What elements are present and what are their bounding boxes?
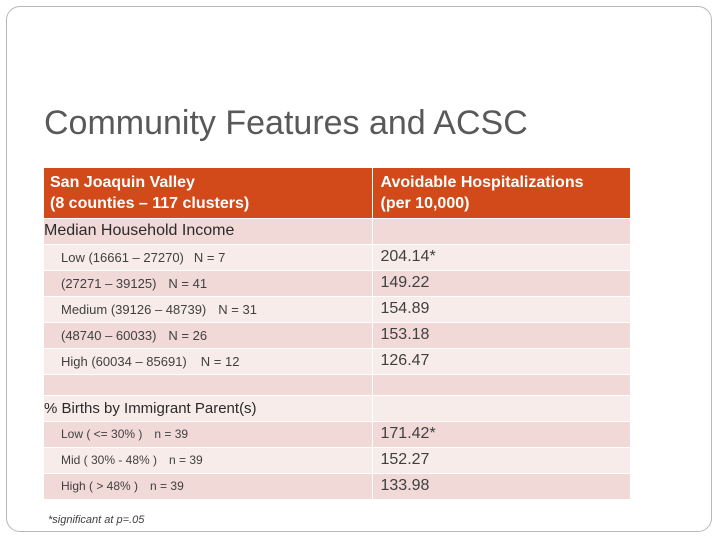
table-row [44, 473, 630, 499]
row-label [44, 270, 372, 296]
row-label [44, 322, 372, 348]
n-text: n = 39 [169, 453, 203, 467]
row-value: 204.14* [372, 244, 630, 270]
section-label-income: Median Household Income [44, 218, 372, 244]
table-row [44, 244, 630, 270]
range-text: Mid ( 30% - 48% ) [61, 453, 158, 467]
data-table [44, 168, 630, 500]
slide-title: Community Features and ACSC [44, 104, 528, 142]
empty-cell [372, 374, 630, 395]
footnote: *significant at p=.05 [48, 514, 145, 526]
header-metric-cell [372, 168, 630, 218]
header-metric-line2: (per 10,000) [380, 195, 470, 212]
range-text: (48740 – 60033) [61, 327, 157, 343]
section-label-row [44, 395, 630, 421]
row-value: 153.18 [372, 322, 630, 348]
row-value: 171.42* [372, 421, 630, 447]
header-region-line1: San Joaquin Valley [50, 174, 195, 191]
range-text: Low ( <= 30% ) [61, 427, 143, 441]
table-row [44, 322, 630, 348]
table-row [44, 296, 630, 322]
row-value: 154.89 [372, 296, 630, 322]
n-text: N = 41 [168, 275, 208, 291]
row-value: 126.47 [372, 348, 630, 374]
table-row [44, 270, 630, 296]
header-metric-line1: Avoidable Hospitalizations [380, 174, 584, 191]
range-text: High (60034 – 85691) [61, 353, 187, 369]
header-region-cell [44, 168, 372, 218]
row-value: 152.27 [372, 447, 630, 473]
row-label [44, 421, 372, 447]
row-label [44, 244, 372, 270]
row-label [44, 348, 372, 374]
range-text: High ( > 48% ) [61, 479, 139, 493]
empty-cell [372, 395, 630, 421]
table-row [44, 421, 630, 447]
range-text: (27271 – 39125) [61, 275, 157, 291]
empty-cell [372, 218, 630, 244]
row-label [44, 447, 372, 473]
n-text: N = 31 [218, 301, 257, 317]
row-label [44, 296, 372, 322]
spacer-row [44, 374, 630, 395]
n-text: N = 7 [193, 249, 226, 265]
row-label [44, 473, 372, 499]
header-region-line2: (8 counties – 117 clusters) [50, 195, 250, 212]
row-value: 133.98 [372, 473, 630, 499]
empty-cell [44, 374, 372, 395]
range-text: Medium (39126 – 48739) [61, 301, 207, 317]
table-row [44, 348, 630, 374]
row-value: 149.22 [372, 270, 630, 296]
range-text: Low (16661 – 27270) [61, 249, 184, 265]
section-label-row [44, 218, 630, 244]
n-text: N = 12 [200, 353, 240, 369]
n-text: n = 39 [150, 479, 184, 493]
section-label-births: % Births by Immigrant Parent(s) [44, 395, 372, 421]
n-text: N = 26 [168, 327, 208, 343]
n-text: n = 39 [154, 427, 189, 441]
table-row [44, 447, 630, 473]
table-header-row [44, 168, 630, 218]
